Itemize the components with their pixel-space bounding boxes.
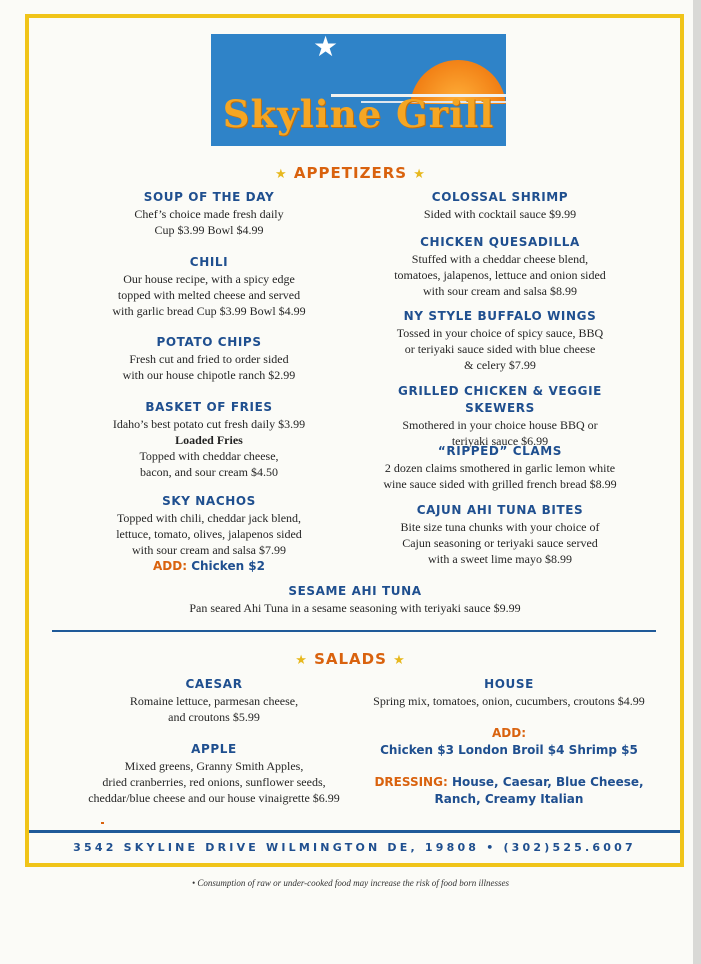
- mark: [101, 822, 104, 824]
- item-name: COLOSSAL SHRIMP: [431, 190, 569, 204]
- item-name: BASKET OF FRIES: [145, 400, 273, 414]
- section-title-text: SALADS: [314, 650, 387, 668]
- menu-item: [364, 443, 636, 492]
- menu-item: [364, 502, 636, 567]
- salad-add-ons: [364, 725, 654, 758]
- menu-item: [364, 308, 636, 373]
- item-desc: Our house recipe, with a spicy edge: [123, 272, 295, 286]
- item-desc: & celery $7.99: [464, 358, 536, 372]
- item-name: SOUP OF THE DAY: [143, 190, 275, 204]
- menu-item: [364, 189, 636, 222]
- footnote: • Consumption of raw or under-cooked food may increase the risk of food born illnesses: [191, 878, 510, 888]
- item-desc: Smothered in your choice house BBQ or: [402, 418, 598, 432]
- item-desc: Topped with cheddar cheese,: [139, 449, 279, 463]
- logo: [211, 34, 506, 146]
- item-desc: Fresh cut and fried to order sided: [129, 352, 289, 366]
- item-name: POTATO CHIPS: [156, 335, 262, 349]
- menu-item: [364, 676, 654, 709]
- item-desc: with sour cream and salsa $8.99: [423, 284, 577, 298]
- menu-item: [80, 254, 338, 319]
- star-icon: ★: [393, 653, 406, 668]
- item-name: CAJUN AHI TUNA BITES: [416, 503, 584, 517]
- item-desc: with garlic bread Cup $3.99 Bowl $4.99: [112, 304, 306, 318]
- page-edge: [693, 0, 701, 964]
- item-desc: Bite size tuna chunks with your choice of: [400, 520, 600, 534]
- item-subname: Loaded Fries: [175, 433, 243, 447]
- item-desc: Idaho’s best potato cut fresh daily $3.99: [112, 417, 306, 431]
- item-desc: Stuffed with a cheddar cheese blend,: [411, 252, 589, 266]
- dressing-options: [364, 774, 654, 807]
- address: 3542 SKYLINE DRIVE WILMINGTON DE, 19808 • (302)525.6007: [73, 841, 636, 854]
- star-icon: ★: [413, 167, 426, 182]
- item-desc: 2 dozen claims smothered in garlic lemon white: [384, 461, 616, 475]
- menu-item: [100, 583, 610, 616]
- item-desc: and croutons $5.99: [168, 710, 260, 724]
- item-desc: with a sweet lime mayo $8.99: [428, 552, 572, 566]
- item-desc: Topped with chili, cheddar jack blend,: [116, 511, 302, 525]
- add-label: ADD:: [153, 559, 188, 573]
- footer-divider: [29, 830, 680, 833]
- dressing-text: Ranch, Creamy Italian: [434, 792, 584, 806]
- menu-item: [80, 676, 348, 725]
- item-name: CAESAR: [185, 677, 243, 691]
- section-title-appetizers: [0, 164, 701, 182]
- item-desc: wine sauce sided with grilled french bread $8.99: [383, 477, 617, 491]
- star-icon: ★: [295, 653, 308, 668]
- item-name: HOUSE: [484, 677, 534, 691]
- menu-item: [80, 334, 338, 383]
- item-name: “RIPPED” CLAMS: [437, 444, 563, 458]
- add-text: Chicken $2: [191, 559, 265, 573]
- restaurant-name: Skyline Grill: [222, 92, 495, 136]
- star-icon: ★: [275, 167, 288, 182]
- item-name: CHICKEN QUESADILLA: [420, 235, 580, 249]
- item-name: NY STYLE BUFFALO WINGS: [403, 309, 597, 323]
- item-desc: Mixed greens, Granny Smith Apples,: [124, 759, 304, 773]
- item-desc: or teriyaki sauce sided with blue cheese: [404, 342, 596, 356]
- item-name: GRILLED CHICKEN & VEGGIE SKEWERS: [398, 384, 602, 415]
- item-desc: Pan seared Ahi Tuna in a sesame seasoning with teriyaki sauce $9.99: [189, 601, 521, 615]
- item-name: APPLE: [191, 742, 237, 756]
- item-desc: tomatoes, jalapenos, lettuce and onion sided: [394, 268, 606, 282]
- dressing-text: House, Caesar, Blue Cheese,: [451, 775, 644, 789]
- item-name: SESAME AHI TUNA: [288, 584, 422, 598]
- dressing-line: [364, 774, 654, 790]
- item-desc: Romaine lettuce, parmesan cheese,: [129, 694, 299, 708]
- dressing-label: DRESSING:: [374, 775, 448, 789]
- menu-item: [80, 399, 338, 480]
- item-desc: Tossed in your choice of spicy sauce, BBQ: [396, 326, 604, 340]
- menu-item: [364, 383, 636, 449]
- menu-item: [80, 189, 338, 238]
- section-title-text: APPETIZERS: [293, 164, 408, 182]
- section-title-salads: [0, 650, 701, 668]
- section-divider: [52, 630, 656, 632]
- menu-item: [64, 741, 364, 806]
- star-icon: ★: [313, 34, 339, 63]
- add-text: Chicken $3 London Broil $4 Shrimp $5: [380, 743, 638, 757]
- item-desc: topped with melted cheese and served: [117, 288, 301, 302]
- item-desc: with sour cream and salsa $7.99: [132, 543, 286, 557]
- menu-item: [364, 234, 636, 299]
- item-name: SKY NACHOS: [162, 494, 256, 508]
- add-label: ADD:: [491, 726, 526, 740]
- item-desc: cheddar/blue cheese and our house vinaigrette $6.99: [88, 791, 340, 805]
- item-name: CHILI: [189, 255, 229, 269]
- add-on: [80, 558, 338, 574]
- item-desc: Sided with cocktail sauce $9.99: [423, 207, 577, 221]
- item-desc: Chef’s choice made fresh daily: [134, 207, 284, 221]
- item-desc: dried cranberries, red onions, sunflower seeds,: [102, 775, 326, 789]
- item-desc: teriyaki sauce $6.99: [451, 434, 549, 448]
- item-desc: Spring mix, tomatoes, onion, cucumbers, croutons $4.99: [373, 694, 645, 708]
- item-desc: Cup $3.99 Bowl $4.99: [154, 223, 264, 237]
- item-desc: Cajun seasoning or teriyaki sauce served: [402, 536, 598, 550]
- item-desc: with our house chipotle ranch $2.99: [122, 368, 296, 382]
- item-desc: lettuce, tomato, olives, jalapenos sided: [116, 527, 302, 541]
- menu-item: [80, 493, 338, 574]
- item-desc: bacon, and sour cream $4.50: [140, 465, 278, 479]
